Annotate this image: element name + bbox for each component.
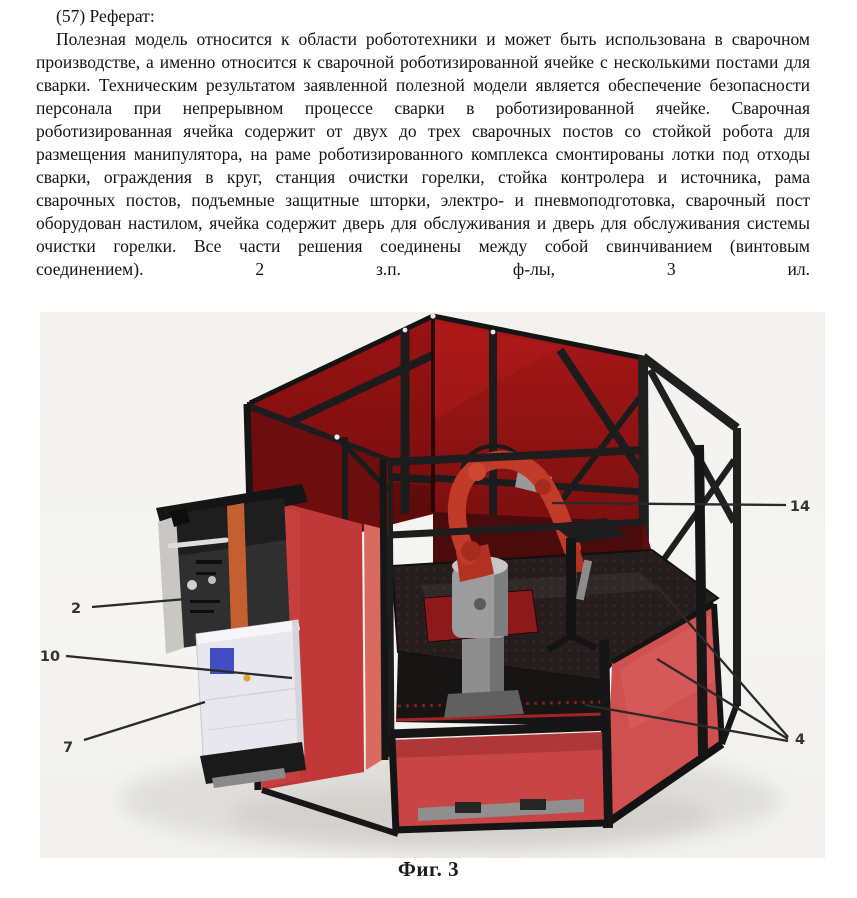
- abstract-code-label: (57) Реферат:: [56, 6, 155, 26]
- ref-label-14: 14: [789, 499, 811, 515]
- safety-panel-back-right: [403, 313, 643, 522]
- ref-label-7: 7: [62, 740, 74, 756]
- abstract-section: [36, 5, 810, 281]
- ref-label-4: 4: [794, 732, 806, 748]
- ref-7: [63, 702, 205, 756]
- welding-cell-render: [40, 312, 825, 858]
- ref-label-2: 2: [70, 601, 82, 617]
- abstract-text: Полезная модель относится к области робототехники и может быть использована в сварочном производстве, а именно относится к сварочной роботизированной ячейке с несколькими постами для сварки. Техническим результатом заявленной полезной модели является обеспечение безопасности персонала при непрерывном процессе сварки в роботизированной ячейке. Сварочная роботизированная ячейка содержит от двух до трех сварочных постов со стойкой робота для размещения манипулятора, на раме роботизированного комплекса смонтированы лотки под отходы сварки, ограждения в круг, станция очистки горелки, стойка контролера и источника, рама сварочных постов, подъемные защитные шторки, электро- и пневмоподготовка, сварочный пост оборудован настилом, ячейка содержит дверь для обслуживания и дверь для обслуживания системы очистки горелки. Все части решения соединены между собой свинчиванием (винтовым соединением). 2 з.п. ф-лы, 3 ил.: [36, 29, 810, 279]
- patent-figure: [40, 312, 825, 858]
- figure-caption: Фиг. 3: [397, 857, 460, 881]
- ref-label-10: 10: [40, 649, 61, 665]
- controller-cabinet: [196, 620, 306, 788]
